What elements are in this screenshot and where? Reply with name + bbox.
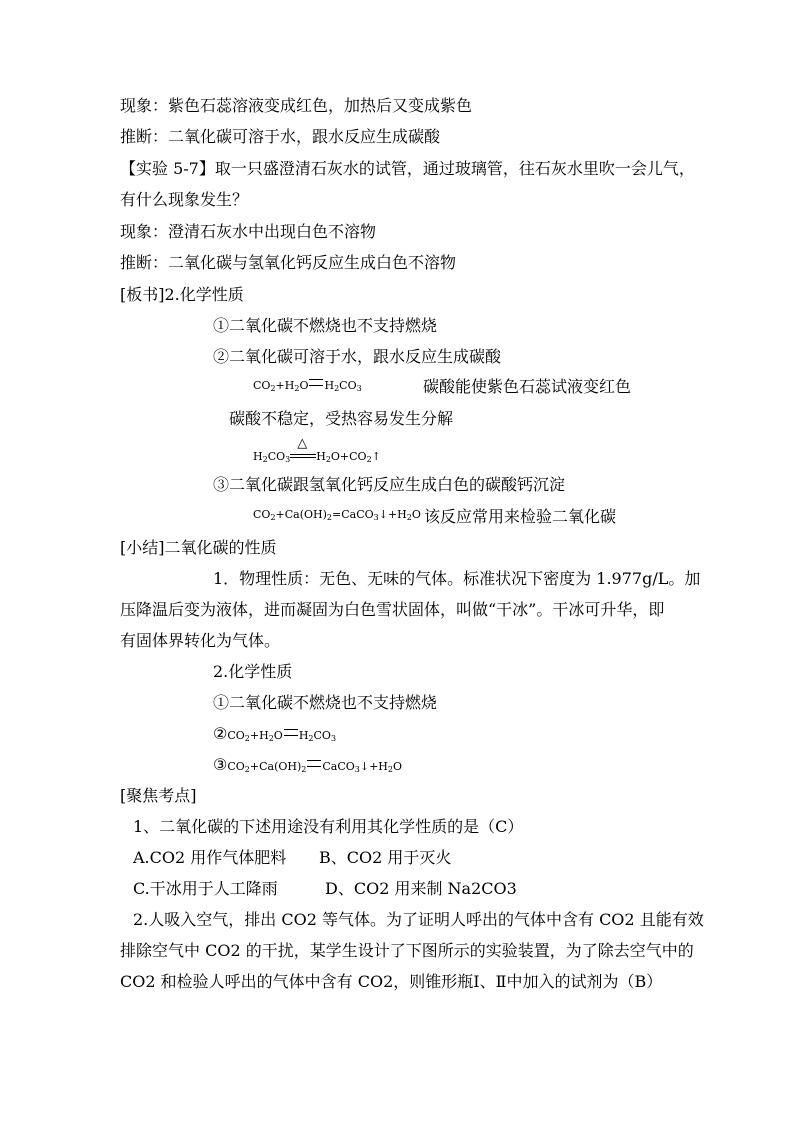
limewater-reaction-equation: $CO_2+Ca(OH)_2=CaCO_3↓+H_2O$ [253, 508, 421, 522]
board-point-2: ②二氧化碳可溶于水，跟水反应生成碳酸 [213, 347, 502, 366]
question-1-option-d: D、CO2 用来制 Na2CO3 [325, 879, 517, 898]
heat-triangle-icon: △ [297, 436, 308, 451]
inference-line-1: 推断：二氧化碳可溶于水，跟水反应生成碳酸 [120, 127, 441, 146]
chemical-properties-heading: 2.化学性质 [213, 662, 293, 681]
experiment-5-7-line: 【实验 5-7】取一只盛澄清石灰水的试管，通过玻璃管，往石灰水里吹一会儿气， [120, 159, 695, 178]
co2-test-note: 该反应常用来检验二氧化碳 [424, 507, 617, 526]
board-point-1: ①二氧化碳不燃烧也不支持燃烧 [213, 316, 438, 335]
summary-limewater-equation: $CO_2+Ca(OH)_2$ $CaCO_3↓+H_2O$ [227, 760, 403, 774]
heat-equals-sign [290, 436, 316, 463]
carbonic-acid-formation-equation: $CO_2+H_2O$ $H_2CO_3$ [253, 379, 362, 393]
question-2-line-2: 排除空气中 CO2 的干扰，某学生设计了下图所示的实验装置，为了除去空气中的 [120, 941, 694, 960]
question-1-option-b: B、CO2 用于灭火 [319, 848, 452, 867]
focus-points-heading: [聚焦考点] [120, 786, 197, 805]
summary-point-2: $②CO_2+H_2O$ $H_2CO_3$ [213, 724, 337, 743]
summary-point-3: $③CO_2+Ca(OH)_2$ $CaCO_3↓+H_2O$ [213, 755, 403, 774]
summary-carbonic-acid-equation: $CO_2+H_2O$ $H_2CO_3$ [227, 729, 337, 743]
summary-heading: [小结]二氧化碳的性质 [120, 538, 277, 557]
equals-sign [307, 760, 321, 767]
board-point-3: ③二氧化碳跟氢氧化钙反应生成白色的碳酸钙沉淀 [213, 475, 566, 494]
observation-line-2: 现象：澄清石灰水中出现白色不溶物 [120, 222, 377, 241]
physical-properties-line-2: 压降温后变为液体，进而凝固为白色雪状固体，叫做“干冰”。干冰可升华，即 [120, 600, 665, 619]
board-heading: [板书]2.化学性质 [120, 285, 244, 304]
physical-properties-line-3: 有固体界转化为气体。 [120, 631, 281, 650]
inference-line-2: 推断：二氧化碳与氢氧化钙反应生成白色不溶物 [120, 253, 457, 272]
experiment-question-line: 有什么现象发生？ [120, 190, 249, 209]
question-2-line-1: 2.人吸入空气，排出 CO2 等气体。为了证明人呼出的气体中含有 CO2 且能有效 [133, 910, 704, 929]
litmus-note: 碳酸能使紫色石蕊试液变红色 [423, 377, 632, 396]
equals-sign [309, 379, 323, 386]
summary-point-1: ①二氧化碳不燃烧也不支持燃烧 [213, 693, 438, 712]
question-1-option-a: A.CO2 用作气体肥料 [133, 848, 287, 867]
carbonic-acid-unstable-line: 碳酸不稳定，受热容易发生分解 [229, 409, 454, 428]
equals-sign [284, 729, 298, 736]
question-1: 1、二氧化碳的下述用途没有利用其化学性质的是（C） [133, 817, 524, 836]
question-1-option-c: C.干冰用于人工降雨 [133, 879, 278, 898]
observation-line-1: 现象：紫色石蕊溶液变成红色，加热后又变成紫色 [120, 96, 473, 115]
carbonic-acid-decomposition-equation: $H_2CO_3$ △ $H_2O+CO_2↑$ [253, 436, 381, 464]
question-2-line-3: CO2 和检验人呼出的气体中含有 CO2，则锥形瓶Ⅰ、Ⅱ中加入的试剂为（B） [120, 972, 663, 991]
physical-properties-line-1: 1．物理性质：无色、无味的气体。标准状况下密度为 1.977g/L。加 [213, 569, 701, 588]
